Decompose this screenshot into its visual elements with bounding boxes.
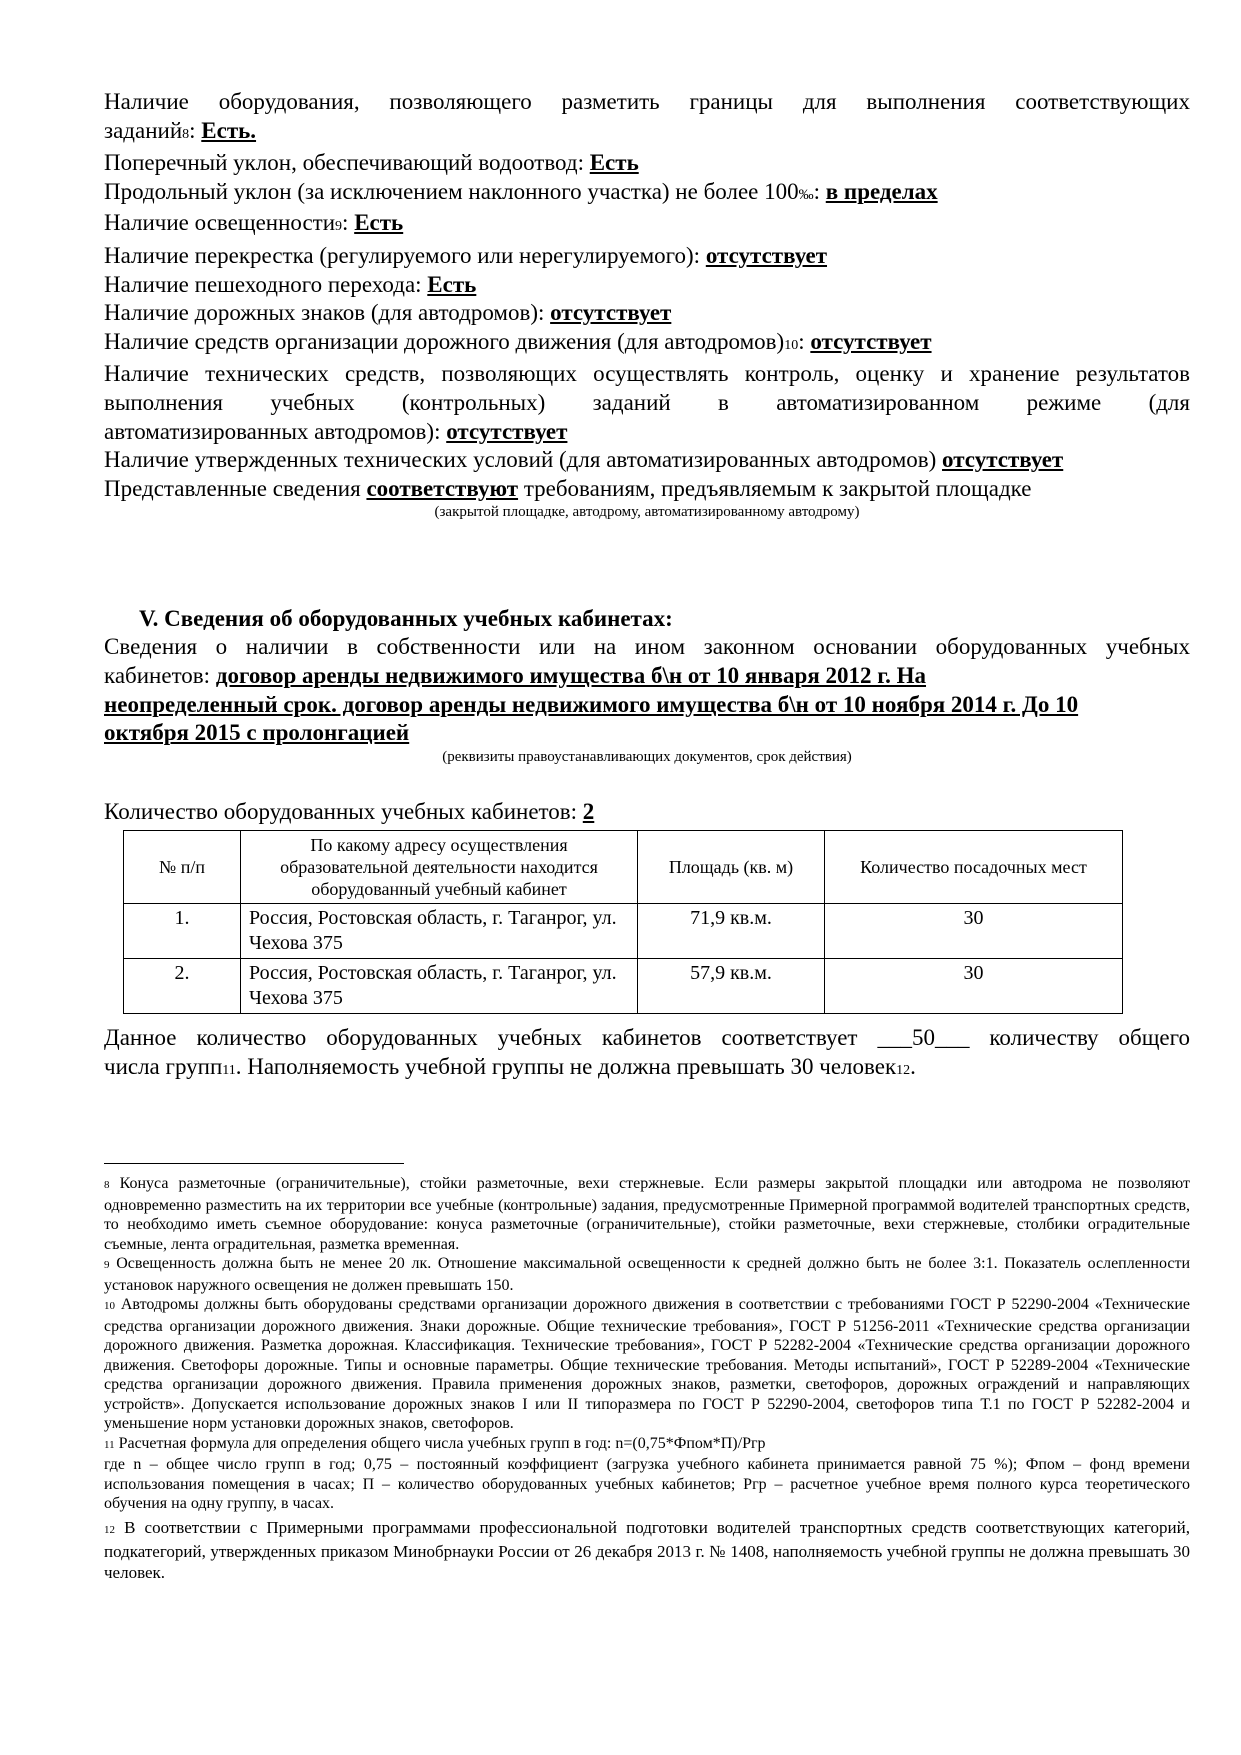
table-row: 1. Россия, Ростовская область, г. Таганрог, ул. Чехова 375 71,9 кв.м. 30 [124,904,1123,959]
footnote-11-explanation: где n – общее число групп в год; 0,75 – постоянный коэффициент (загрузка учебного кабинета принимается равной 75 %); Фпом – фонд времени использования помещения в часах; П – количество оборудованных учебных кабинетов; Pгр – расчетное учебное время полного курса теоретического обучения на одну группу, в часах. [104,1456,1190,1513]
footnote-ref-8[interactable]: 8 [182,126,190,142]
section-docs-line-2: неопределенный срок. договор аренды недвижимого имущества б\н от 10 ноября 2014 г. До 10 [104,691,1079,717]
equipment-value: Есть. [201,117,257,143]
table-header-row [124,831,1123,904]
crossroad-line: Наличие перекрестка (регулируемого или нерегулируемого): отсутствует [104,242,828,268]
equipment-line-1: Наличие оборудования, позволяющего разметить границы для выполнения соответствующих [104,89,1190,114]
table-row: 2. Россия, Ростовская область, г. Таганрог, ул. Чехова 375 57,9 кв.м. 30 [124,959,1123,1014]
rooms-count-line: Количество оборудованных учебных кабинетов: 2 [104,798,595,824]
footnote-ref-10[interactable]: 10 [784,337,799,353]
lighting-line: Наличие освещенности9: Есть [104,210,404,236]
crosswalk-line: Наличие пешеходного перехода: Есть [104,271,477,297]
footnote-ref-12[interactable]: 12 [896,1062,911,1078]
rooms-table [123,830,1123,1014]
section-intro-line-2: кабинетов: договор аренды недвижимого имущества б\н от 10 января 2012 г. На [104,662,927,688]
tech-means-line-2: выполнения учебных (контрольных) заданий в автоматизированном режиме (для [104,389,1190,415]
header-address: По какому адресу осуществления образовательной деятельности находится оборудованный учебный кабинет [241,831,638,904]
footnote-ref-11[interactable]: 11 [222,1062,236,1078]
slope-long-line: Продольный уклон (за исключением наклонного участка) не более 100‰: в пределах [104,178,938,204]
header-seats: Количество посадочных мест [825,831,1123,904]
footnote-ref-9[interactable]: 9 [335,219,343,235]
section-title: V. Сведения об оборудованных учебных кабинетах: [139,606,673,632]
summary-line: Представленные сведения соответствуют требованиям, предъявляемым к закрытой площадке [104,475,1032,501]
tech-means-line-1: Наличие технических средств, позволяющих осуществлять контроль, оценку и хранение результатов [104,361,1190,387]
docs-caption: (реквизиты правоустанавливающих документов, срок действия) [442,748,852,765]
document-page [104,88,1190,1583]
slope-cross-line: Поперечный уклон, обеспечивающий водоотвод: Есть [104,150,639,176]
traffic-control-line: Наличие средств организации дорожного движения (для автодромов)10: отсутствует [104,328,932,354]
equipment-line-2: заданий8: Есть. [104,117,257,143]
road-signs-line: Наличие дорожных знаков (для автодромов): отсутствует [104,300,672,326]
footnote-separator [104,1163,404,1164]
header-number: № п/п [124,831,241,904]
footnote-9: 9 Освещенность должна быть не менее 20 лк. Отношение максимальной освещенности к средней должно быть не более 3:1. Показатель ослепленности установок наружного освещения не должен превышать 150. [104,1255,1190,1294]
summary-caption: (закрытой площадке, автодрому, автоматизированному автодрому) [434,504,860,521]
footnote-10: 10 Автодромы должны быть оборудованы средствами организации дорожного движения в соответствии с требованиями ГОСТ Р 52290-2004 «Технические средства организации дорожного движения. Знаки дорожные. Общие технические требования», ГОСТ Р 51256-2011 «Технические средства организации дорожного движения. Разметка дорожная. Классификация. Технические требования», ГОСТ Р 52282-2004 «Технические средства организации дорожного движения. Светофоры дорожные. Типы и основные параметры. Общие технические требования. Методы испытаний», ГОСТ Р 52289-2004 «Технические средства организации дорожного движения. Правила применения дорожных знаков, разметки, светофоров, дорожных ограждений и направляющих устройств». Допускается использование дорожных знаков I или II типоразмера по ГОСТ Р 52290-2004, светофоров типа Т.1 по ГОСТ Р 52282-2004 и уменьшение норм установки дорожных знаков, светофоров. [104,1296,1190,1433]
section-docs-line-3: октября 2015 с пролонгацией [104,720,410,746]
tech-conditions-line: Наличие утвержденных технических условий (для автоматизированных автодромов) отсутствует [104,447,1064,473]
footnote-11: 11 Расчетная формула для определения общего числа учебных групп в год: n=(0,75*Фпом*П)/Ргр [104,1434,766,1452]
footnote-8: 8 Конуса разметочные (ограничительные), стойки разметочные, вехи стержневые. Если размеры закрытой площадки или автодрома не позволяют одновременно разместить на их территории все учебные (контрольные) задания, предусмотренные Примерной программой водителей транспортных средств, то необходимо иметь съемное оборудование: конуса разметочные (ограничительные), стойки разметочные, вехи стержневые, столбики оградительные съемные, лента оградительная, разметка временная. [104,1175,1190,1253]
footnote-12: 12 В соответствии с Примерными программами профессиональной подготовки водителей транспортных средств соответствующих категорий, подкатегорий, утвержденных приказом Минобрнауки России от 26 декабря 2013 г. № 1408, наполняемость учебной группы не должна превышать 30 человек. [104,1517,1190,1582]
tech-means-line-3: автоматизированных автодромов): отсутствует [104,418,568,444]
section-intro-line-1: Сведения о наличии в собственности или на ином законном основании оборудованных учебных [104,634,1190,660]
conclusion-line-2: числа групп11. Наполняемость учебной группы не должна превышать 30 человек12. [104,1053,916,1079]
conclusion-line-1: Данное количество оборудованных учебных кабинетов соответствует ___50___ количеству общего [104,1025,1190,1051]
header-area: Площадь (кв. м) [638,831,825,904]
